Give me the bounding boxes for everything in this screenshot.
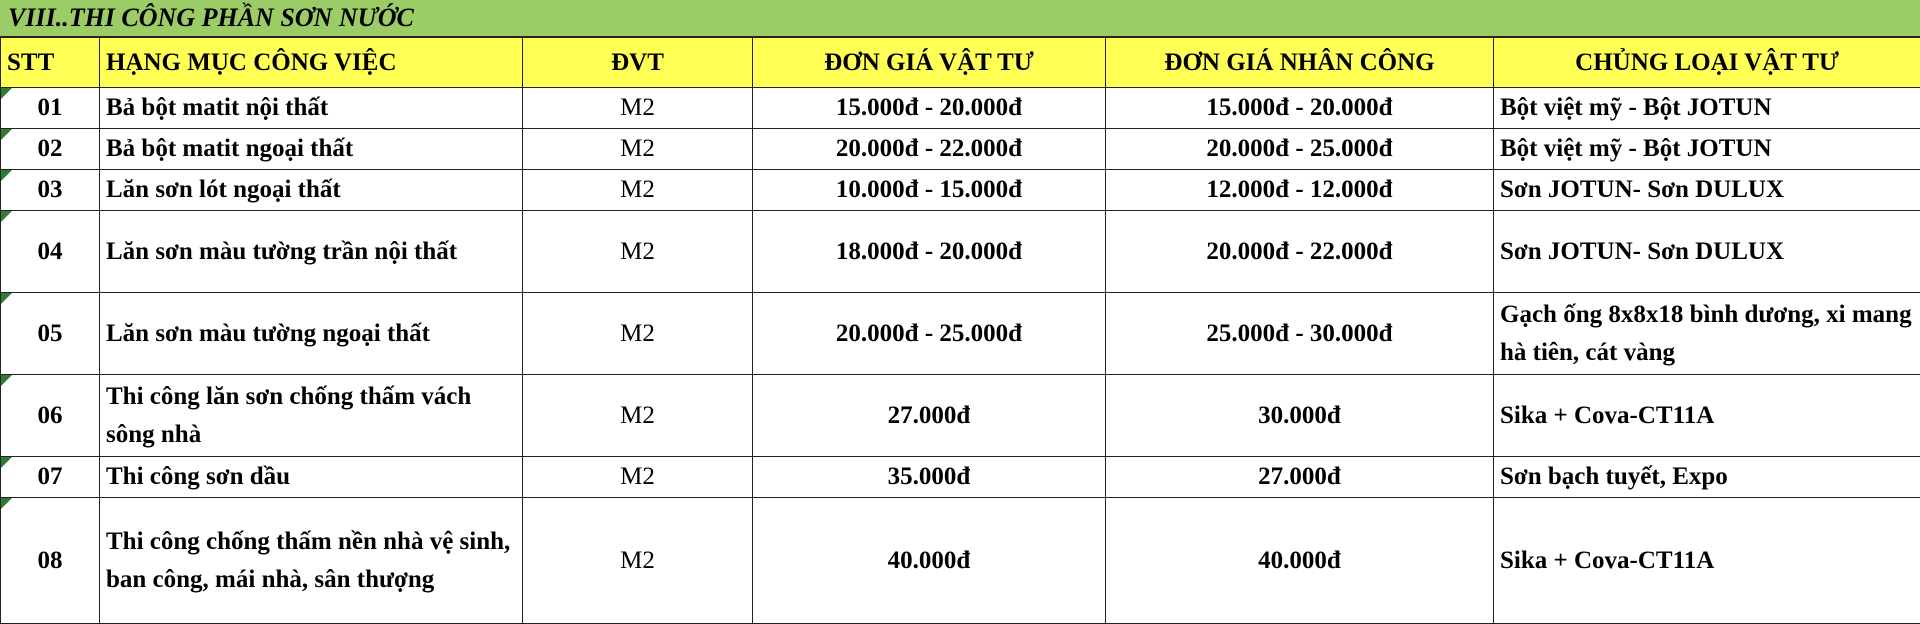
header-material-type[interactable]: CHỦNG LOẠI VẬT TƯ (1494, 38, 1920, 88)
cell-marker-icon (1, 375, 12, 386)
material-type-cell[interactable]: Bột việt mỹ - Bột JOTUN (1494, 129, 1920, 170)
header-material-price[interactable]: ĐƠN GIÁ VẬT TƯ (753, 38, 1106, 88)
material-price-cell[interactable]: 10.000đ - 15.000đ (753, 170, 1106, 211)
labor-price-cell[interactable]: 20.000đ - 22.000đ (1106, 211, 1494, 293)
item-cell[interactable]: Thi công lăn sơn chống thấm vách sông nhà (100, 375, 523, 457)
item-cell[interactable]: Lăn sơn màu tường trần nội thất (100, 211, 523, 293)
stt-cell[interactable] (1, 498, 100, 624)
item-cell[interactable]: Lăn sơn màu tường ngoại thất (100, 293, 523, 375)
cell-marker-icon (1, 170, 12, 181)
unit-cell[interactable]: M2 (523, 88, 753, 129)
table-row (1, 211, 1920, 293)
stt-value: 06 (38, 402, 63, 429)
stt-value: 08 (38, 547, 63, 574)
table-row (1, 498, 1920, 624)
item-cell[interactable]: Lăn sơn lót ngoại thất (100, 170, 523, 211)
material-price-cell[interactable]: 18.000đ - 20.000đ (753, 211, 1106, 293)
labor-price-cell[interactable]: 27.000đ (1106, 457, 1494, 498)
material-type-cell[interactable]: Gạch ống 8x8x18 bình dương, xi mang hà tiên, cát vàng (1494, 293, 1920, 375)
header-labor-price[interactable]: ĐƠN GIÁ NHÂN CÔNG (1106, 38, 1494, 88)
stt-cell[interactable] (1, 170, 100, 211)
cell-marker-icon (1, 457, 12, 468)
item-cell[interactable]: Bả bột matit ngoại thất (100, 129, 523, 170)
cell-marker-icon (1, 498, 12, 509)
table-row (1, 293, 1920, 375)
unit-cell[interactable]: M2 (523, 211, 753, 293)
header-stt[interactable]: STT (1, 38, 100, 88)
unit-cell[interactable]: M2 (523, 170, 753, 211)
stt-value: 04 (38, 238, 63, 265)
material-type-cell[interactable]: Sika + Cova-CT11A (1494, 498, 1920, 624)
material-type-cell[interactable]: Sơn bạch tuyết, Expo (1494, 457, 1920, 498)
header-item[interactable]: HẠNG MỤC CÔNG VIỆC (100, 38, 523, 88)
table-row (1, 457, 1920, 498)
labor-price-cell[interactable]: 20.000đ - 25.000đ (1106, 129, 1494, 170)
material-price-cell[interactable]: 15.000đ - 20.000đ (753, 88, 1106, 129)
material-price-cell[interactable]: 27.000đ (753, 375, 1106, 457)
stt-cell[interactable] (1, 375, 100, 457)
table-row (1, 129, 1920, 170)
material-price-cell[interactable]: 20.000đ - 25.000đ (753, 293, 1106, 375)
cell-marker-icon (1, 129, 12, 140)
material-type-cell[interactable]: Sơn JOTUN- Sơn DULUX (1494, 211, 1920, 293)
labor-price-cell[interactable]: 15.000đ - 20.000đ (1106, 88, 1494, 129)
stt-value: 01 (38, 94, 63, 121)
stt-cell[interactable] (1, 129, 100, 170)
stt-value: 02 (38, 135, 63, 162)
unit-cell[interactable]: M2 (523, 498, 753, 624)
stt-cell[interactable] (1, 457, 100, 498)
cell-marker-icon (1, 293, 12, 304)
material-price-cell[interactable]: 40.000đ (753, 498, 1106, 624)
material-type-cell[interactable]: Bột việt mỹ - Bột JOTUN (1494, 88, 1920, 129)
header-unit[interactable]: ĐVT (523, 38, 753, 88)
header-row (1, 38, 1920, 88)
item-cell[interactable]: Thi công sơn dầu (100, 457, 523, 498)
labor-price-cell[interactable]: 25.000đ - 30.000đ (1106, 293, 1494, 375)
stt-value: 03 (38, 176, 63, 203)
material-price-cell[interactable]: 20.000đ - 22.000đ (753, 129, 1106, 170)
unit-cell[interactable]: M2 (523, 457, 753, 498)
stt-cell[interactable] (1, 293, 100, 375)
table-row (1, 375, 1920, 457)
labor-price-cell[interactable]: 30.000đ (1106, 375, 1494, 457)
stt-cell[interactable] (1, 211, 100, 293)
unit-cell[interactable]: M2 (523, 129, 753, 170)
item-cell[interactable]: Thi công chống thấm nền nhà vệ sinh, ban công, mái nhà, sân thượng (100, 498, 523, 624)
unit-cell[interactable]: M2 (523, 375, 753, 457)
unit-cell[interactable]: M2 (523, 293, 753, 375)
section-title: VIII..THI CÔNG PHẦN SƠN NƯỚC (0, 0, 1920, 37)
table-row (1, 88, 1920, 129)
price-table (0, 37, 1920, 624)
table-row (1, 170, 1920, 211)
stt-cell[interactable] (1, 88, 100, 129)
material-type-cell[interactable]: Sơn JOTUN- Sơn DULUX (1494, 170, 1920, 211)
material-type-cell[interactable]: Sika + Cova-CT11A (1494, 375, 1920, 457)
cell-marker-icon (1, 211, 12, 222)
item-cell[interactable]: Bả bột matit nội thất (100, 88, 523, 129)
labor-price-cell[interactable]: 40.000đ (1106, 498, 1494, 624)
stt-value: 05 (38, 320, 63, 347)
cell-marker-icon (1, 88, 12, 99)
labor-price-cell[interactable]: 12.000đ - 12.000đ (1106, 170, 1494, 211)
material-price-cell[interactable]: 35.000đ (753, 457, 1106, 498)
stt-value: 07 (38, 463, 63, 490)
